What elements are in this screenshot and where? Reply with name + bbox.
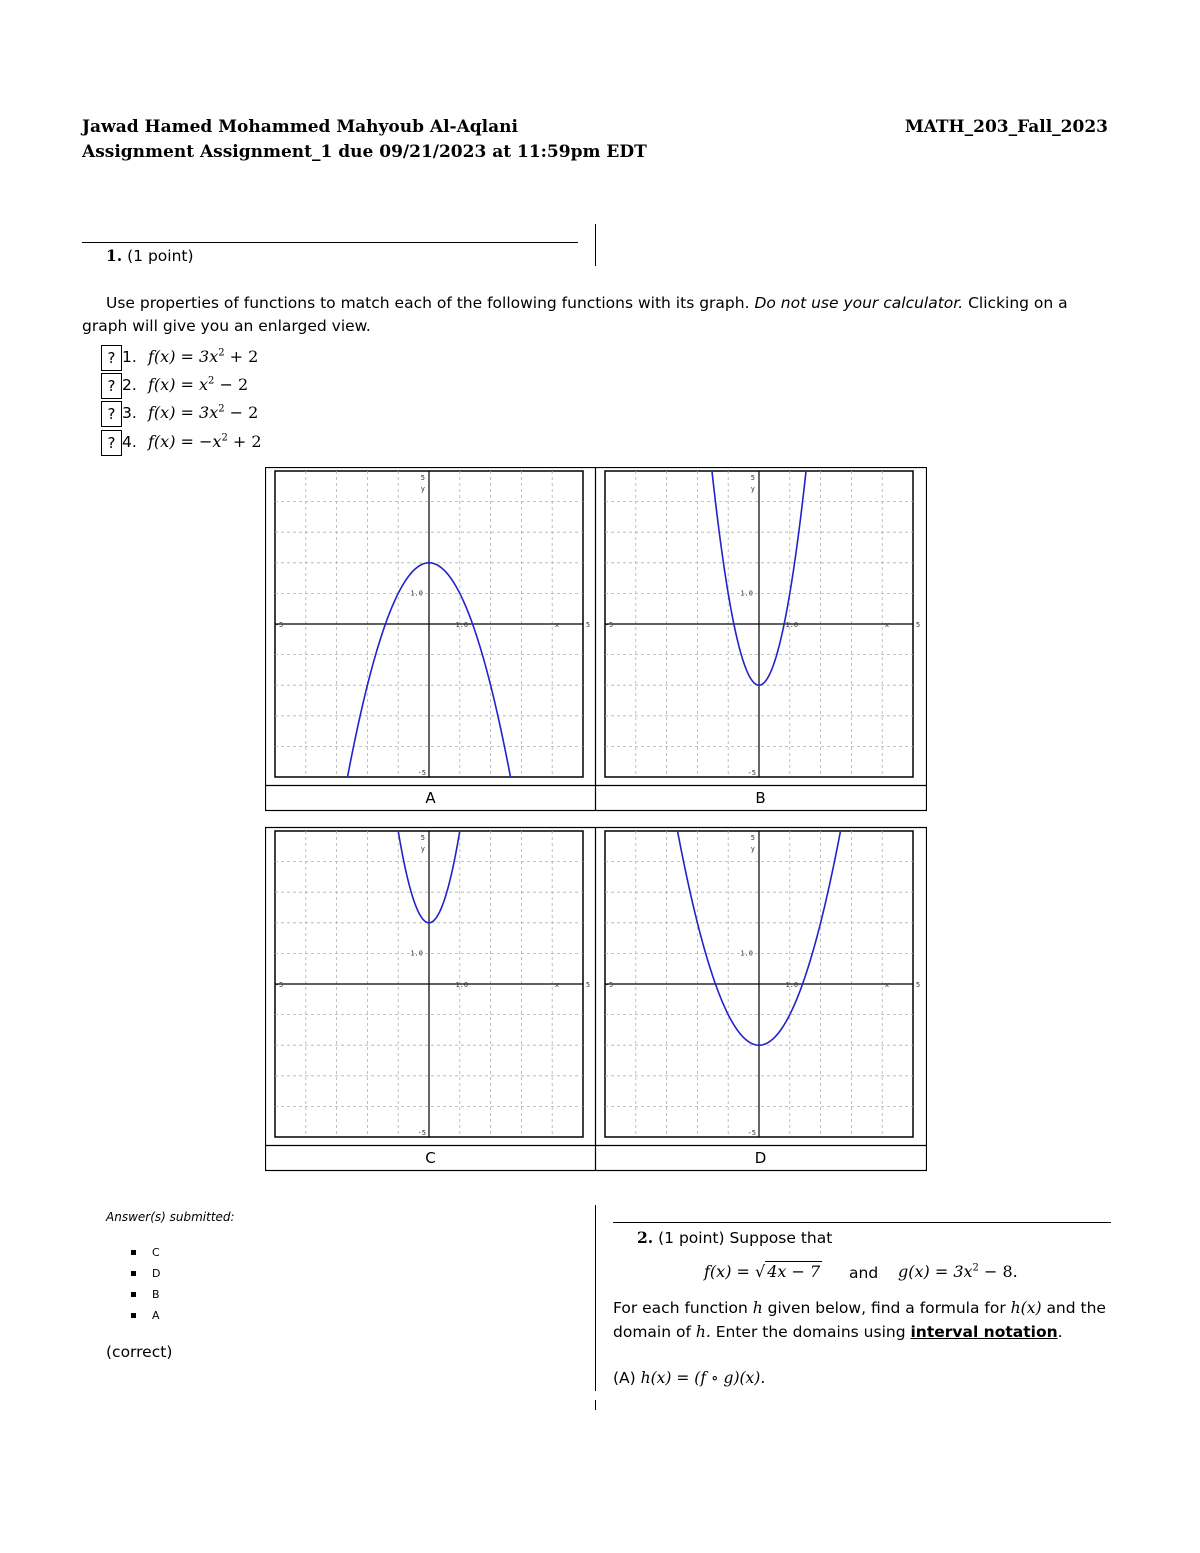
answer-select-4[interactable]: ? xyxy=(101,430,122,456)
graph-label-A: A xyxy=(425,789,436,807)
y-min-label: -5 xyxy=(417,769,426,777)
y-min-label: -5 xyxy=(747,769,756,777)
instruction-text: Use properties of functions to match each of the following functions with its graph. xyxy=(106,294,750,312)
part-a-expression: h(x) = (f ∘ g)(x). xyxy=(640,1369,766,1387)
y-max-label: 5 xyxy=(420,834,425,842)
p2-text-g: Enter the domains using xyxy=(715,1323,906,1341)
answers-label: Answer(s) submitted: xyxy=(106,1210,235,1224)
x-max-label: 5 xyxy=(585,621,591,629)
item-lhs: f(x) = 3x xyxy=(148,403,219,422)
x-axis-label: x xyxy=(884,981,890,989)
problem2-line1 xyxy=(613,1299,1106,1317)
graph-label-D: D xyxy=(754,1149,767,1167)
p2-text-e: and the xyxy=(1046,1299,1106,1317)
x-max-label: 5 xyxy=(915,621,921,629)
x-axis-label: x xyxy=(554,621,560,629)
answer-value: A xyxy=(152,1309,160,1322)
answer-select-3[interactable]: ? xyxy=(101,401,122,427)
x-tick-label: 1.0 xyxy=(455,621,469,629)
part-a xyxy=(613,1369,765,1387)
graph-B[interactable] xyxy=(605,467,920,807)
x-axis-label: x xyxy=(884,621,890,629)
course-name: MATH_203_Fall_2023 xyxy=(904,117,1108,137)
p2-h: h xyxy=(752,1299,763,1317)
answer-value: C xyxy=(152,1246,160,1259)
answer-item-3 xyxy=(106,1284,160,1305)
problem2-line2 xyxy=(613,1323,1063,1341)
answer-select-1[interactable]: ? xyxy=(101,345,122,371)
item-lhs: f(x) = x xyxy=(148,375,209,394)
y-axis-label: y xyxy=(420,485,425,493)
x-min-label: -5 xyxy=(604,981,614,989)
x-axis-label: x xyxy=(554,981,560,989)
student-name: Jawad Hamed Mohammed Mahyoub Al-Aqlani xyxy=(82,117,518,137)
y-max-label: 5 xyxy=(750,474,755,482)
answer-value: B xyxy=(152,1288,160,1301)
g-definition xyxy=(898,1262,1018,1281)
part-a-label: (A) xyxy=(613,1369,636,1387)
bullet-icon xyxy=(131,1250,136,1255)
f-definition xyxy=(704,1262,822,1281)
result-status: (correct) xyxy=(106,1343,173,1361)
item-rhs: + 2 xyxy=(227,432,262,451)
x-min-label: -5 xyxy=(274,621,284,629)
y-tick-label: 1.0 xyxy=(410,589,423,598)
p2-period: . xyxy=(1057,1323,1063,1341)
g-def-rhs: − 8. xyxy=(978,1262,1018,1281)
x-max-label: 5 xyxy=(585,981,591,989)
problem1-heading xyxy=(106,246,194,265)
p2-text-a: For each function xyxy=(613,1299,748,1317)
answer-item-4 xyxy=(106,1305,160,1326)
y-axis-label: y xyxy=(420,845,425,853)
problem2-points: (1 point) Suppose that xyxy=(658,1229,833,1247)
item-exponent: 2 xyxy=(218,403,225,415)
y-tick-label: 1.0 xyxy=(410,949,423,958)
item-function-1 xyxy=(148,347,258,366)
problem1-points: (1 point) xyxy=(127,247,194,265)
item-number-4: 4. xyxy=(122,433,137,451)
answer-value: D xyxy=(152,1267,161,1280)
interval-notation-link[interactable]: interval notation xyxy=(910,1323,1058,1341)
y-max-label: 5 xyxy=(420,474,425,482)
instruction-calculator-warning: Do not use your calculator. xyxy=(754,294,964,312)
problem1-instruction-line2: graph will give you an enlarged view. xyxy=(82,317,371,335)
item-rhs: − 2 xyxy=(214,375,249,394)
assignment-title: Assignment Assignment_1 due 09/21/2023 at 11:59pm EDT xyxy=(82,142,647,162)
item-function-2 xyxy=(148,375,248,394)
sqrt-icon: √ xyxy=(755,1262,766,1281)
item-number-1: 1. xyxy=(122,348,137,366)
problem1-number: 1. xyxy=(106,246,123,265)
answer-item-2 xyxy=(106,1263,160,1284)
f-def-lhs: f(x) = xyxy=(704,1262,750,1281)
y-axis-label: y xyxy=(750,485,755,493)
answers-list xyxy=(106,1242,160,1326)
graph-table xyxy=(265,467,927,1172)
graph-label-C: C xyxy=(425,1149,436,1167)
problem2-number: 2. xyxy=(637,1228,654,1247)
x-tick-label: 1.0 xyxy=(785,621,799,629)
g-def-lhs: g(x) = 3x xyxy=(898,1262,973,1281)
p2-h2: h. xyxy=(695,1323,711,1341)
f-radicand: 4x − 7 xyxy=(767,1262,821,1281)
item-rhs: + 2 xyxy=(224,347,259,366)
x-max-label: 5 xyxy=(915,981,921,989)
item-function-3 xyxy=(148,403,258,422)
item-lhs: f(x) = −x xyxy=(148,432,222,451)
y-min-label: -5 xyxy=(417,1129,426,1137)
column-divider-top xyxy=(595,224,596,266)
bullet-icon xyxy=(131,1292,136,1297)
x-tick-label: 1.0 xyxy=(455,981,469,989)
item-exponent: 2 xyxy=(218,347,225,359)
x-min-label: -5 xyxy=(274,981,284,989)
bullet-icon xyxy=(131,1271,136,1276)
p2-hx: h(x) xyxy=(1010,1299,1042,1317)
item-exponent: 2 xyxy=(221,432,228,444)
problem1-instruction-line1 xyxy=(106,294,1068,312)
y-min-label: -5 xyxy=(747,1129,756,1137)
instruction-text-2: Clicking on a xyxy=(968,294,1068,312)
column-divider-tick xyxy=(595,1400,596,1410)
item-rhs: − 2 xyxy=(224,403,259,422)
bullet-icon xyxy=(131,1313,136,1318)
answer-select-2[interactable]: ? xyxy=(101,373,122,399)
y-axis-label: y xyxy=(750,845,755,853)
item-function-4 xyxy=(148,432,262,451)
y-tick-label: 1.0 xyxy=(740,589,753,598)
y-tick-label: 1.0 xyxy=(740,949,753,958)
problem1-rule xyxy=(82,242,578,243)
column-divider-bottom xyxy=(595,1205,596,1391)
graph-label-B: B xyxy=(755,789,766,807)
item-number-3: 3. xyxy=(122,404,137,422)
problem2-rule xyxy=(613,1222,1111,1223)
y-max-label: 5 xyxy=(750,834,755,842)
and-word: and xyxy=(849,1264,879,1282)
x-min-label: -5 xyxy=(604,621,614,629)
p2-text-c: given below, find a formula for xyxy=(767,1299,1006,1317)
problem2-heading xyxy=(637,1228,832,1247)
item-number-2: 2. xyxy=(122,376,137,394)
item-lhs: f(x) = 3x xyxy=(148,347,219,366)
item-exponent: 2 xyxy=(208,375,215,387)
p2-text-f: domain of xyxy=(613,1323,691,1341)
x-tick-label: 1.0 xyxy=(785,981,799,989)
answer-item-1 xyxy=(106,1242,160,1263)
g-exponent: 2 xyxy=(972,1262,979,1274)
